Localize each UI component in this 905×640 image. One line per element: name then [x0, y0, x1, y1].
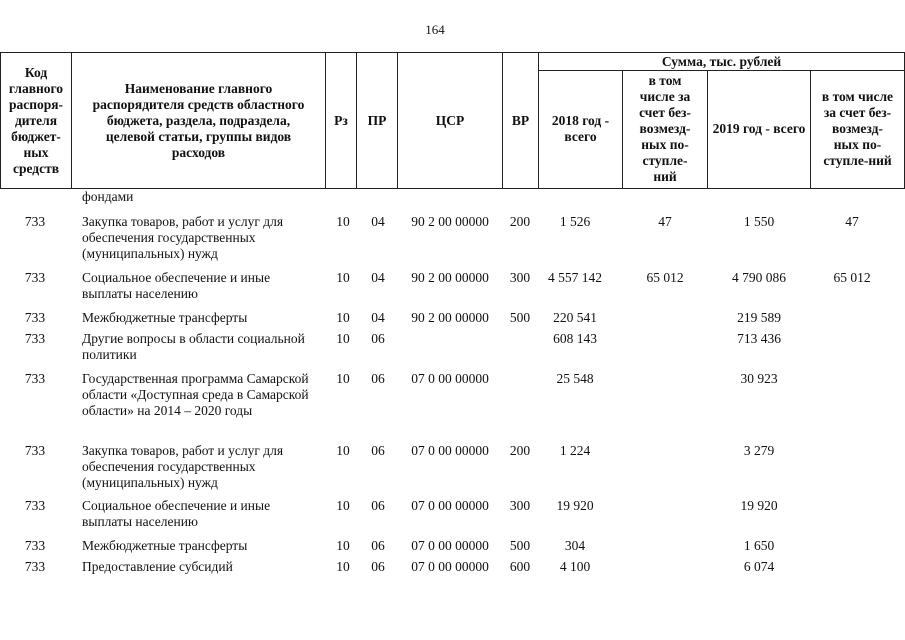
cell-name: Межбюджетные трансферты: [82, 538, 248, 553]
cell-2018-bez: 65 012: [646, 270, 684, 285]
cell-name: Государственная программа Самарской области «Доступная среда в Самарской области» на 2014 – 2020 годы: [82, 371, 309, 418]
cell-csr: 07 0 00 00000: [411, 538, 489, 553]
cell-2019-total: 30 923: [740, 371, 778, 386]
header-2019-bez: в том числе за счет без-возмезд-ных по-ступле-ний: [810, 70, 905, 189]
cell-code: 733: [24, 371, 46, 386]
cell-rz: 10: [336, 538, 350, 553]
cell-csr: 07 0 00 00000: [411, 443, 489, 458]
page-number: 164: [425, 22, 445, 37]
cell-rz: 10: [336, 310, 350, 325]
header-2018-total: 2018 год - всего: [538, 70, 623, 189]
cell-pr: 04: [371, 214, 385, 229]
cell-2018-total: 1 224: [559, 443, 591, 458]
cell-2019-total: 19 920: [740, 498, 778, 513]
cell-2018-total: 608 143: [553, 331, 597, 346]
cell-name: Предоставление субсидий: [82, 559, 233, 574]
cell-2019-total: 4 790 086: [732, 270, 786, 285]
cell-name: Межбюджетные трансферты: [82, 310, 248, 325]
cell-rz: 10: [336, 270, 350, 285]
cell-csr: 07 0 00 00000: [411, 559, 489, 574]
cell-2018-total: 1 526: [559, 214, 591, 229]
cell-code: 733: [24, 498, 46, 513]
cell-vr: 300: [509, 498, 531, 513]
cell-pr: 06: [371, 559, 385, 574]
cell-csr: 90 2 00 00000: [411, 214, 489, 229]
cell-2019-total: 6 074: [743, 559, 775, 574]
cell-2019-total: 3 279: [743, 443, 775, 458]
cell-csr: 90 2 00 00000: [411, 270, 489, 285]
header-vr: ВР: [502, 52, 539, 189]
cell-code: 733: [24, 331, 46, 346]
cell-2018-total: 19 920: [556, 498, 594, 513]
cell-name: Закупка товаров, работ и услуг для обеспечения государственных (муниципальных) нужд: [82, 443, 284, 490]
header-code: Код главного распоря-дителя бюджет-ных средств: [0, 52, 72, 189]
cell-vr: 500: [509, 538, 531, 553]
cell-name: Другие вопросы в области социальной политики: [82, 331, 305, 362]
cell-pr: 06: [371, 331, 385, 346]
cell-pr: 06: [371, 538, 385, 553]
cell-csr: 07 0 00 00000: [411, 498, 489, 513]
continued-text-fragment: фондами: [82, 189, 134, 204]
cell-name: Социальное обеспечение и иные выплаты населению: [82, 498, 271, 529]
cell-2018-bez: 47: [658, 214, 672, 229]
header-name: Наименование главного распорядителя средств областного бюджета, раздела, подраздела, целевой статьи, группы видов расходов: [71, 52, 326, 189]
cell-pr: 06: [371, 443, 385, 458]
cell-vr: 200: [509, 443, 531, 458]
cell-rz: 10: [336, 498, 350, 513]
cell-rz: 10: [336, 371, 350, 386]
cell-2018-total: 4 100: [559, 559, 591, 574]
cell-2018-total: 4 557 142: [548, 270, 602, 285]
cell-code: 733: [24, 270, 46, 285]
cell-2019-bez: 65 012: [833, 270, 871, 285]
cell-csr: 07 0 00 00000: [411, 371, 489, 386]
cell-vr: 200: [509, 214, 531, 229]
cell-pr: 06: [371, 498, 385, 513]
cell-2019-total: 219 589: [737, 310, 781, 325]
cell-2019-total: 1 650: [743, 538, 775, 553]
cell-2019-total: 713 436: [737, 331, 781, 346]
cell-vr: 500: [509, 310, 531, 325]
header-2018-bez: в том числе за счет без-возмезд-ных по-ступле-ний: [622, 70, 708, 189]
header-csr: ЦСР: [397, 52, 503, 189]
cell-2018-total: 220 541: [553, 310, 597, 325]
cell-rz: 10: [336, 214, 350, 229]
header-sum-title: Сумма, тыс. рублей: [538, 52, 905, 71]
cell-vr: 600: [509, 559, 531, 574]
cell-code: 733: [24, 310, 46, 325]
cell-name: Закупка товаров, работ и услуг для обеспечения государственных (муниципальных) нужд: [82, 214, 284, 261]
cell-name: Социальное обеспечение и иные выплаты населению: [82, 270, 271, 301]
cell-2019-bez: 47: [845, 214, 859, 229]
cell-rz: 10: [336, 559, 350, 574]
cell-rz: 10: [336, 331, 350, 346]
cell-2019-total: 1 550: [743, 214, 775, 229]
cell-vr: 300: [509, 270, 531, 285]
cell-code: 733: [24, 559, 46, 574]
cell-pr: 04: [371, 270, 385, 285]
cell-code: 733: [24, 443, 46, 458]
cell-2018-total: 304: [564, 538, 586, 553]
cell-rz: 10: [336, 443, 350, 458]
cell-csr: 90 2 00 00000: [411, 310, 489, 325]
cell-pr: 04: [371, 310, 385, 325]
cell-2018-total: 25 548: [556, 371, 594, 386]
header-rz: Рз: [325, 52, 357, 189]
cell-pr: 06: [371, 371, 385, 386]
header-2019-total: 2019 год - всего: [707, 70, 811, 189]
cell-code: 733: [24, 538, 46, 553]
header-pr: ПР: [356, 52, 398, 189]
cell-code: 733: [24, 214, 46, 229]
